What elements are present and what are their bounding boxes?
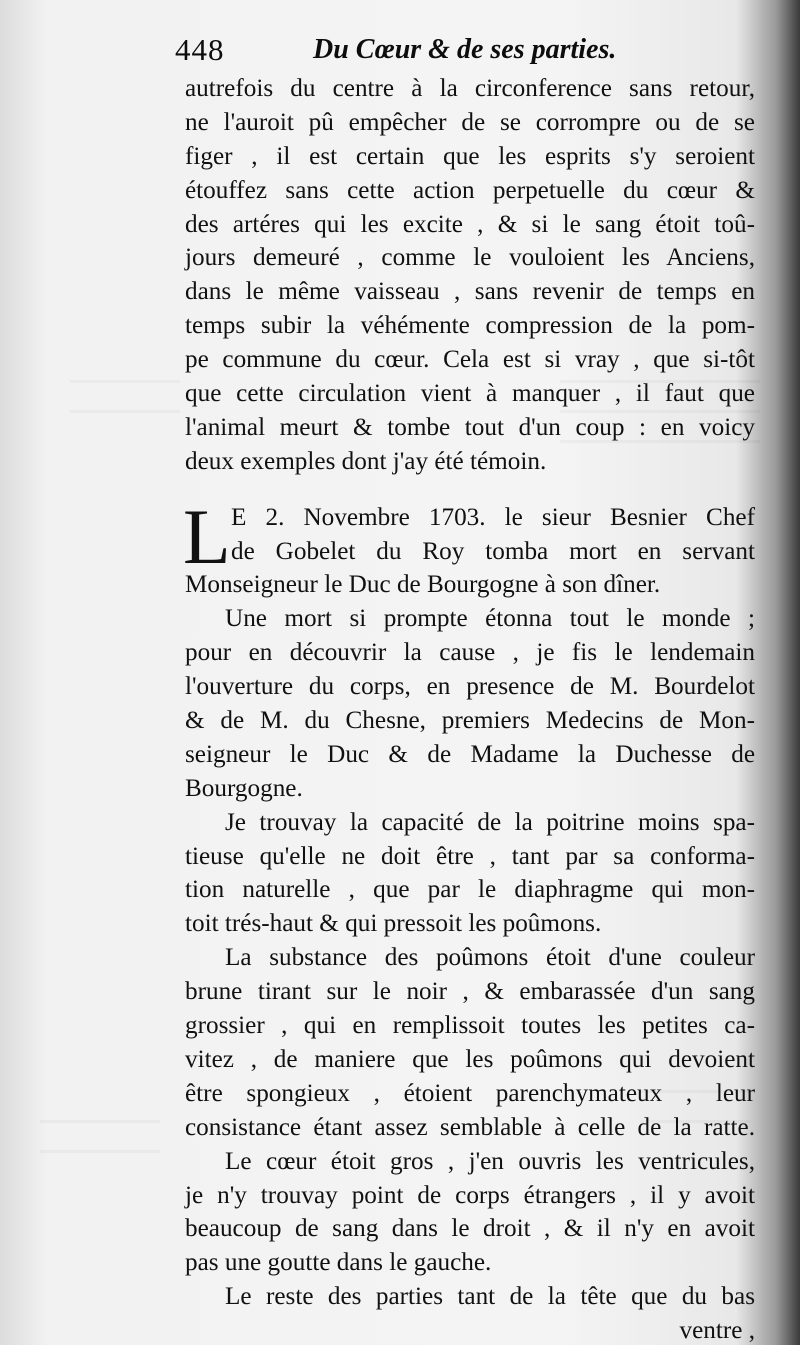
text-line: Le cœur étoit gros , j'en ouvris les ventricules, bbox=[225, 1147, 755, 1175]
text-line: être spongieux , étoient parenchymateux , leur bbox=[185, 1079, 755, 1107]
text-line: seigneur le Duc & de Madame la Duchesse de bbox=[185, 740, 755, 768]
show-through-shadow bbox=[70, 380, 180, 440]
text-line: pas une goutte dans le gauche. bbox=[185, 1249, 492, 1277]
text-line: étouffez sans cette action perpetuelle du cœur & bbox=[185, 176, 755, 204]
text-line: Bourgogne. bbox=[185, 774, 303, 802]
text-line: beaucoup de sang dans le droit , & il n'y en avoit bbox=[185, 1215, 755, 1243]
text-line: & de M. du Chesne, premiers Medecins de Mon- bbox=[185, 707, 755, 735]
text-line: La substance des poûmons étoit d'une couleur bbox=[225, 944, 755, 972]
text-line: tion naturelle , que par le diaphragme qui mon- bbox=[185, 876, 755, 904]
text-line: que cette circulation vient à manquer , il faut que bbox=[185, 380, 755, 408]
text-line: Une mort si prompte étonna tout le monde ; bbox=[225, 605, 755, 633]
page-number: 448 bbox=[175, 32, 225, 67]
catchword: ventre , bbox=[679, 1317, 755, 1345]
text-line: autrefois du centre à la circonference sans retour, bbox=[185, 75, 755, 102]
text-line: ne l'auroit pû empêcher de se corrompre ou de se bbox=[185, 108, 755, 136]
text-line: pe commune du cœur. Cela est si vray , que si-tôt bbox=[185, 346, 755, 374]
text-line: de Gobelet du Roy tomba mort en servant bbox=[231, 537, 755, 565]
text-line: Monseigneur le Duc de Bourgogne à son dîner. bbox=[185, 571, 661, 599]
text-line: tieuse qu'elle ne doit être , tant par sa conforma- bbox=[185, 842, 755, 870]
text-line: Le reste des parties tant de la tête que du bas bbox=[225, 1283, 755, 1311]
running-title: Du Cœur & de ses parties. bbox=[313, 34, 617, 65]
text-line: E 2. Novembre 1703. le sieur Besnier Chef bbox=[231, 503, 755, 531]
show-through-shadow bbox=[40, 1120, 160, 1180]
text-line: Je trouvay la capacité de la poitrine moins spa- bbox=[225, 808, 755, 836]
text-line: jours demeuré , comme le vouloient les Anciens, bbox=[185, 244, 755, 272]
text-line: l'ouverture du corps, en presence de M. Bourdelot bbox=[185, 673, 755, 701]
text-line: deux exemples dont j'ay été témoin. bbox=[185, 447, 547, 475]
text-line: dans le même vaisseau , sans revenir de temps en bbox=[185, 278, 755, 306]
text-line: vitez , de maniere que les poûmons qui devoient bbox=[185, 1045, 755, 1073]
paragraph bbox=[185, 1145, 755, 1281]
text-line: brune tirant sur le noir , & embarassée d'un sang bbox=[185, 978, 755, 1006]
paragraph bbox=[185, 941, 755, 1144]
text-line: l'animal meurt & tombe tout d'un coup : en voicy bbox=[185, 413, 755, 441]
paragraph bbox=[185, 72, 755, 479]
paragraph-drop-cap bbox=[183, 492, 755, 603]
text-line: grossier , qui en remplissoit toutes les petites ca- bbox=[185, 1012, 755, 1040]
text-line: toit trés-haut & qui pressoit les poûmons. bbox=[185, 910, 602, 938]
text-line: consistance étant assez semblable à celle de la ratte. bbox=[185, 1113, 755, 1141]
paragraph bbox=[185, 602, 755, 805]
drop-cap-letter: L bbox=[183, 492, 231, 580]
paragraph bbox=[185, 1280, 755, 1345]
text-line: je n'y trouvay point de corps étrangers , il y avoit bbox=[185, 1181, 755, 1209]
paragraph bbox=[185, 806, 755, 942]
text-line: temps subir la véhémente compression de la pom- bbox=[185, 312, 755, 340]
text-line: figer , il est certain que les esprits s'y seroient bbox=[185, 142, 755, 170]
running-head bbox=[175, 32, 755, 72]
body-text bbox=[185, 72, 755, 1345]
text-line: des artéres qui les excite , & si le sang étoit toû- bbox=[185, 210, 755, 238]
text-line: pour en découvrir la cause , je fis le lendemain bbox=[185, 639, 755, 667]
